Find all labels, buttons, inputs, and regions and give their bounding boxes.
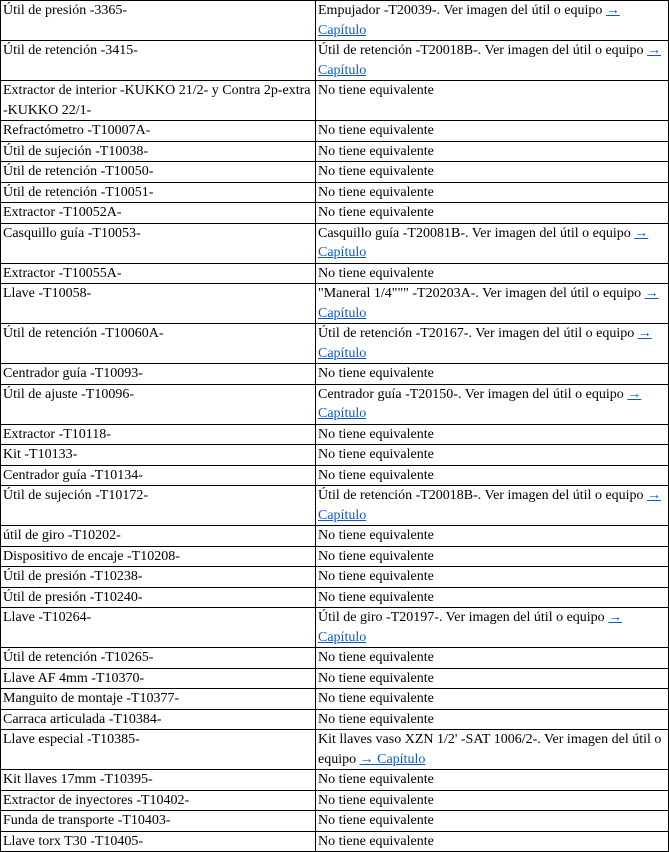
- equivalent-cell: [316, 567, 669, 588]
- tool-name-cell: Extractor de inyectores -T10402-: [1, 790, 316, 811]
- table-row: [1, 223, 669, 263]
- tool-name-cell: Manguito de montaje -T10377-: [1, 689, 316, 710]
- equivalent-cell: [316, 730, 669, 770]
- table-row: [1, 790, 669, 811]
- equivalent-cell: [316, 465, 669, 486]
- chapter-link[interactable]: → Capítulo: [318, 225, 649, 260]
- table-row: [1, 81, 669, 121]
- tool-name-cell: Refractómetro -T10007A-: [1, 121, 316, 142]
- equivalent-text: No tiene equivalente: [318, 123, 434, 138]
- equivalent-text: No tiene equivalente: [318, 711, 434, 727]
- table-row: [1, 770, 669, 791]
- tool-name-cell: Centrador guía -T10134-: [1, 465, 316, 486]
- equivalent-text: No tiene equivalente: [318, 467, 434, 483]
- equivalent-text: No tiene equivalente: [318, 792, 434, 808]
- equivalent-text: Útil de retención -T20018B-. Ver imagen del útil o equipo: [318, 488, 644, 503]
- equivalent-cell: [316, 223, 669, 263]
- table-row: [1, 263, 669, 284]
- tool-name-cell: Útil de ajuste -T10096-: [1, 384, 316, 424]
- tool-name-cell: Llave especial -T10385-: [1, 730, 316, 770]
- equivalent-text: Kit llaves vaso XZN 1/2' -SAT 1006/2-. Ver imagen del útil o equipo: [318, 732, 662, 767]
- equivalent-cell: [316, 41, 669, 81]
- equivalent-cell: [316, 182, 669, 203]
- equivalent-cell: [316, 445, 669, 466]
- table-row: [1, 182, 669, 203]
- table-row: [1, 121, 669, 142]
- equivalent-text: No tiene equivalente: [318, 426, 434, 442]
- tool-name-cell: Útil de retención -T10060A-: [1, 324, 316, 364]
- equivalent-text: No tiene equivalente: [318, 691, 434, 706]
- equivalent-cell: [316, 668, 669, 689]
- equivalent-text: No tiene equivalente: [318, 164, 434, 179]
- table-row: [1, 648, 669, 669]
- table-row: [1, 1, 669, 41]
- tool-name-cell: Útil de presión -T10240-: [1, 587, 316, 608]
- chapter-link[interactable]: → Capítulo: [359, 751, 426, 767]
- equivalent-text: No tiene equivalente: [318, 650, 434, 665]
- table-row: [1, 465, 669, 486]
- table-row: [1, 162, 669, 183]
- tool-name-cell: Útil de retención -T10051-: [1, 182, 316, 203]
- table-row: [1, 424, 669, 445]
- equivalent-text: No tiene equivalente: [318, 813, 434, 828]
- equivalent-cell: [316, 587, 669, 608]
- equivalent-cell: [316, 424, 669, 445]
- equivalent-text: Centrador guía -T20150-. Ver imagen del útil o equipo: [318, 386, 624, 402]
- chapter-link[interactable]: → Capítulo: [318, 386, 642, 421]
- tool-name-cell: Extractor -T10118-: [1, 424, 316, 445]
- equivalent-cell: [316, 486, 669, 526]
- tool-name-cell: Llave -T10264-: [1, 608, 316, 648]
- chapter-link[interactable]: → Capítulo: [318, 610, 623, 645]
- chapter-link[interactable]: → Capítulo: [318, 488, 662, 523]
- equivalent-text: Útil de giro -T20197-. Ver imagen del útil o equipo: [318, 610, 605, 625]
- equivalent-text: No tiene equivalente: [318, 447, 434, 462]
- table-row: [1, 486, 669, 526]
- tool-name-cell: Extractor de interior -KUKKO 21/2- y Contra 2p-extra -KUKKO 22/1-: [1, 81, 316, 121]
- equivalent-text: No tiene equivalente: [318, 143, 434, 159]
- equivalent-text: No tiene equivalente: [318, 184, 434, 200]
- table-body: [1, 1, 669, 852]
- equivalent-cell: [316, 364, 669, 385]
- tool-name-cell: Útil de retención -T10050-: [1, 162, 316, 183]
- equivalent-text: No tiene equivalente: [318, 548, 434, 564]
- equivalent-text: No tiene equivalente: [318, 772, 434, 787]
- equivalent-text: Empujador -T20039-. Ver imagen del útil o equipo: [318, 3, 603, 18]
- equivalent-cell: [316, 689, 669, 710]
- equivalent-text: No tiene equivalente: [318, 366, 434, 381]
- equivalent-text: Casquillo guía -T20081B-. Ver imagen del útil o equipo: [318, 225, 631, 241]
- equivalent-text: No tiene equivalente: [318, 569, 434, 584]
- equivalent-text: No tiene equivalente: [318, 833, 434, 849]
- tool-name-cell: Casquillo guía -T10053-: [1, 223, 316, 263]
- tool-name-cell: Útil de sujeción -T10172-: [1, 486, 316, 526]
- tool-name-cell: Llave AF 4mm -T10370-: [1, 668, 316, 689]
- table-row: [1, 41, 669, 81]
- tool-name-cell: Útil de presión -T10238-: [1, 567, 316, 588]
- tool-name-cell: Kit -T10133-: [1, 445, 316, 466]
- equivalent-text: Útil de retención -T20167-. Ver imagen del útil o equipo: [318, 326, 635, 341]
- equivalent-text: No tiene equivalente: [318, 83, 434, 98]
- tool-name-cell: Carraca articulada -T10384-: [1, 709, 316, 730]
- equivalent-cell: [316, 770, 669, 791]
- table-row: [1, 364, 669, 385]
- table-row: [1, 567, 669, 588]
- table-row: [1, 384, 669, 424]
- equivalent-cell: [316, 141, 669, 162]
- chapter-link[interactable]: → Capítulo: [318, 286, 659, 321]
- equivalent-cell: [316, 526, 669, 547]
- table-row: [1, 203, 669, 224]
- equivalent-cell: [316, 546, 669, 567]
- equivalent-cell: [316, 790, 669, 811]
- table-row: [1, 811, 669, 832]
- equivalent-cell: [316, 324, 669, 364]
- equivalent-cell: [316, 811, 669, 832]
- table-row: [1, 668, 669, 689]
- table-row: [1, 526, 669, 547]
- table-row: [1, 284, 669, 324]
- tool-name-cell: Útil de sujeción -T10038-: [1, 141, 316, 162]
- equivalent-text: Útil de retención -T20018B-. Ver imagen del útil o equipo: [318, 43, 644, 58]
- tool-name-cell: útil de giro -T10202-: [1, 526, 316, 547]
- tool-name-cell: Extractor -T10052A-: [1, 203, 316, 224]
- chapter-link[interactable]: → Capítulo: [318, 43, 662, 78]
- equivalent-text: No tiene equivalente: [318, 670, 434, 686]
- table-row: [1, 709, 669, 730]
- table-row: [1, 831, 669, 852]
- equivalent-cell: [316, 709, 669, 730]
- equivalent-text: No tiene equivalente: [318, 528, 434, 543]
- equivalent-cell: [316, 162, 669, 183]
- tool-name-cell: Llave -T10058-: [1, 284, 316, 324]
- equivalent-cell: [316, 831, 669, 852]
- equivalent-text: "Maneral 1/4""" -T20203A-. Ver imagen del útil o equipo: [318, 286, 642, 301]
- chapter-link[interactable]: → Capítulo: [318, 3, 620, 38]
- table-row: [1, 730, 669, 770]
- table-row: [1, 445, 669, 466]
- table-row: [1, 324, 669, 364]
- tool-name-cell: Útil de retención -3415-: [1, 41, 316, 81]
- table-row: [1, 587, 669, 608]
- equivalent-text: No tiene equivalente: [318, 589, 434, 605]
- equivalent-text: No tiene equivalente: [318, 265, 434, 281]
- chapter-link[interactable]: → Capítulo: [318, 326, 652, 361]
- equivalent-cell: [316, 648, 669, 669]
- table-row: [1, 689, 669, 710]
- tool-name-cell: Extractor -T10055A-: [1, 263, 316, 284]
- table-row: [1, 608, 669, 648]
- equivalent-cell: [316, 384, 669, 424]
- tool-name-cell: Centrador guía -T10093-: [1, 364, 316, 385]
- table-row: [1, 546, 669, 567]
- tool-name-cell: Dispositivo de encaje -T10208-: [1, 546, 316, 567]
- equivalent-cell: [316, 284, 669, 324]
- equivalent-cell: [316, 1, 669, 41]
- equivalent-cell: [316, 203, 669, 224]
- equivalent-cell: [316, 608, 669, 648]
- tool-name-cell: Funda de transporte -T10403-: [1, 811, 316, 832]
- equivalent-cell: [316, 81, 669, 121]
- tool-name-cell: Útil de presión -3365-: [1, 1, 316, 41]
- tool-name-cell: Kit llaves 17mm -T10395-: [1, 770, 316, 791]
- table-row: [1, 141, 669, 162]
- tool-name-cell: Útil de retención -T10265-: [1, 648, 316, 669]
- equivalent-cell: [316, 263, 669, 284]
- tool-name-cell: Llave torx T30 -T10405-: [1, 831, 316, 852]
- equivalent-cell: [316, 121, 669, 142]
- equivalent-text: No tiene equivalente: [318, 205, 434, 220]
